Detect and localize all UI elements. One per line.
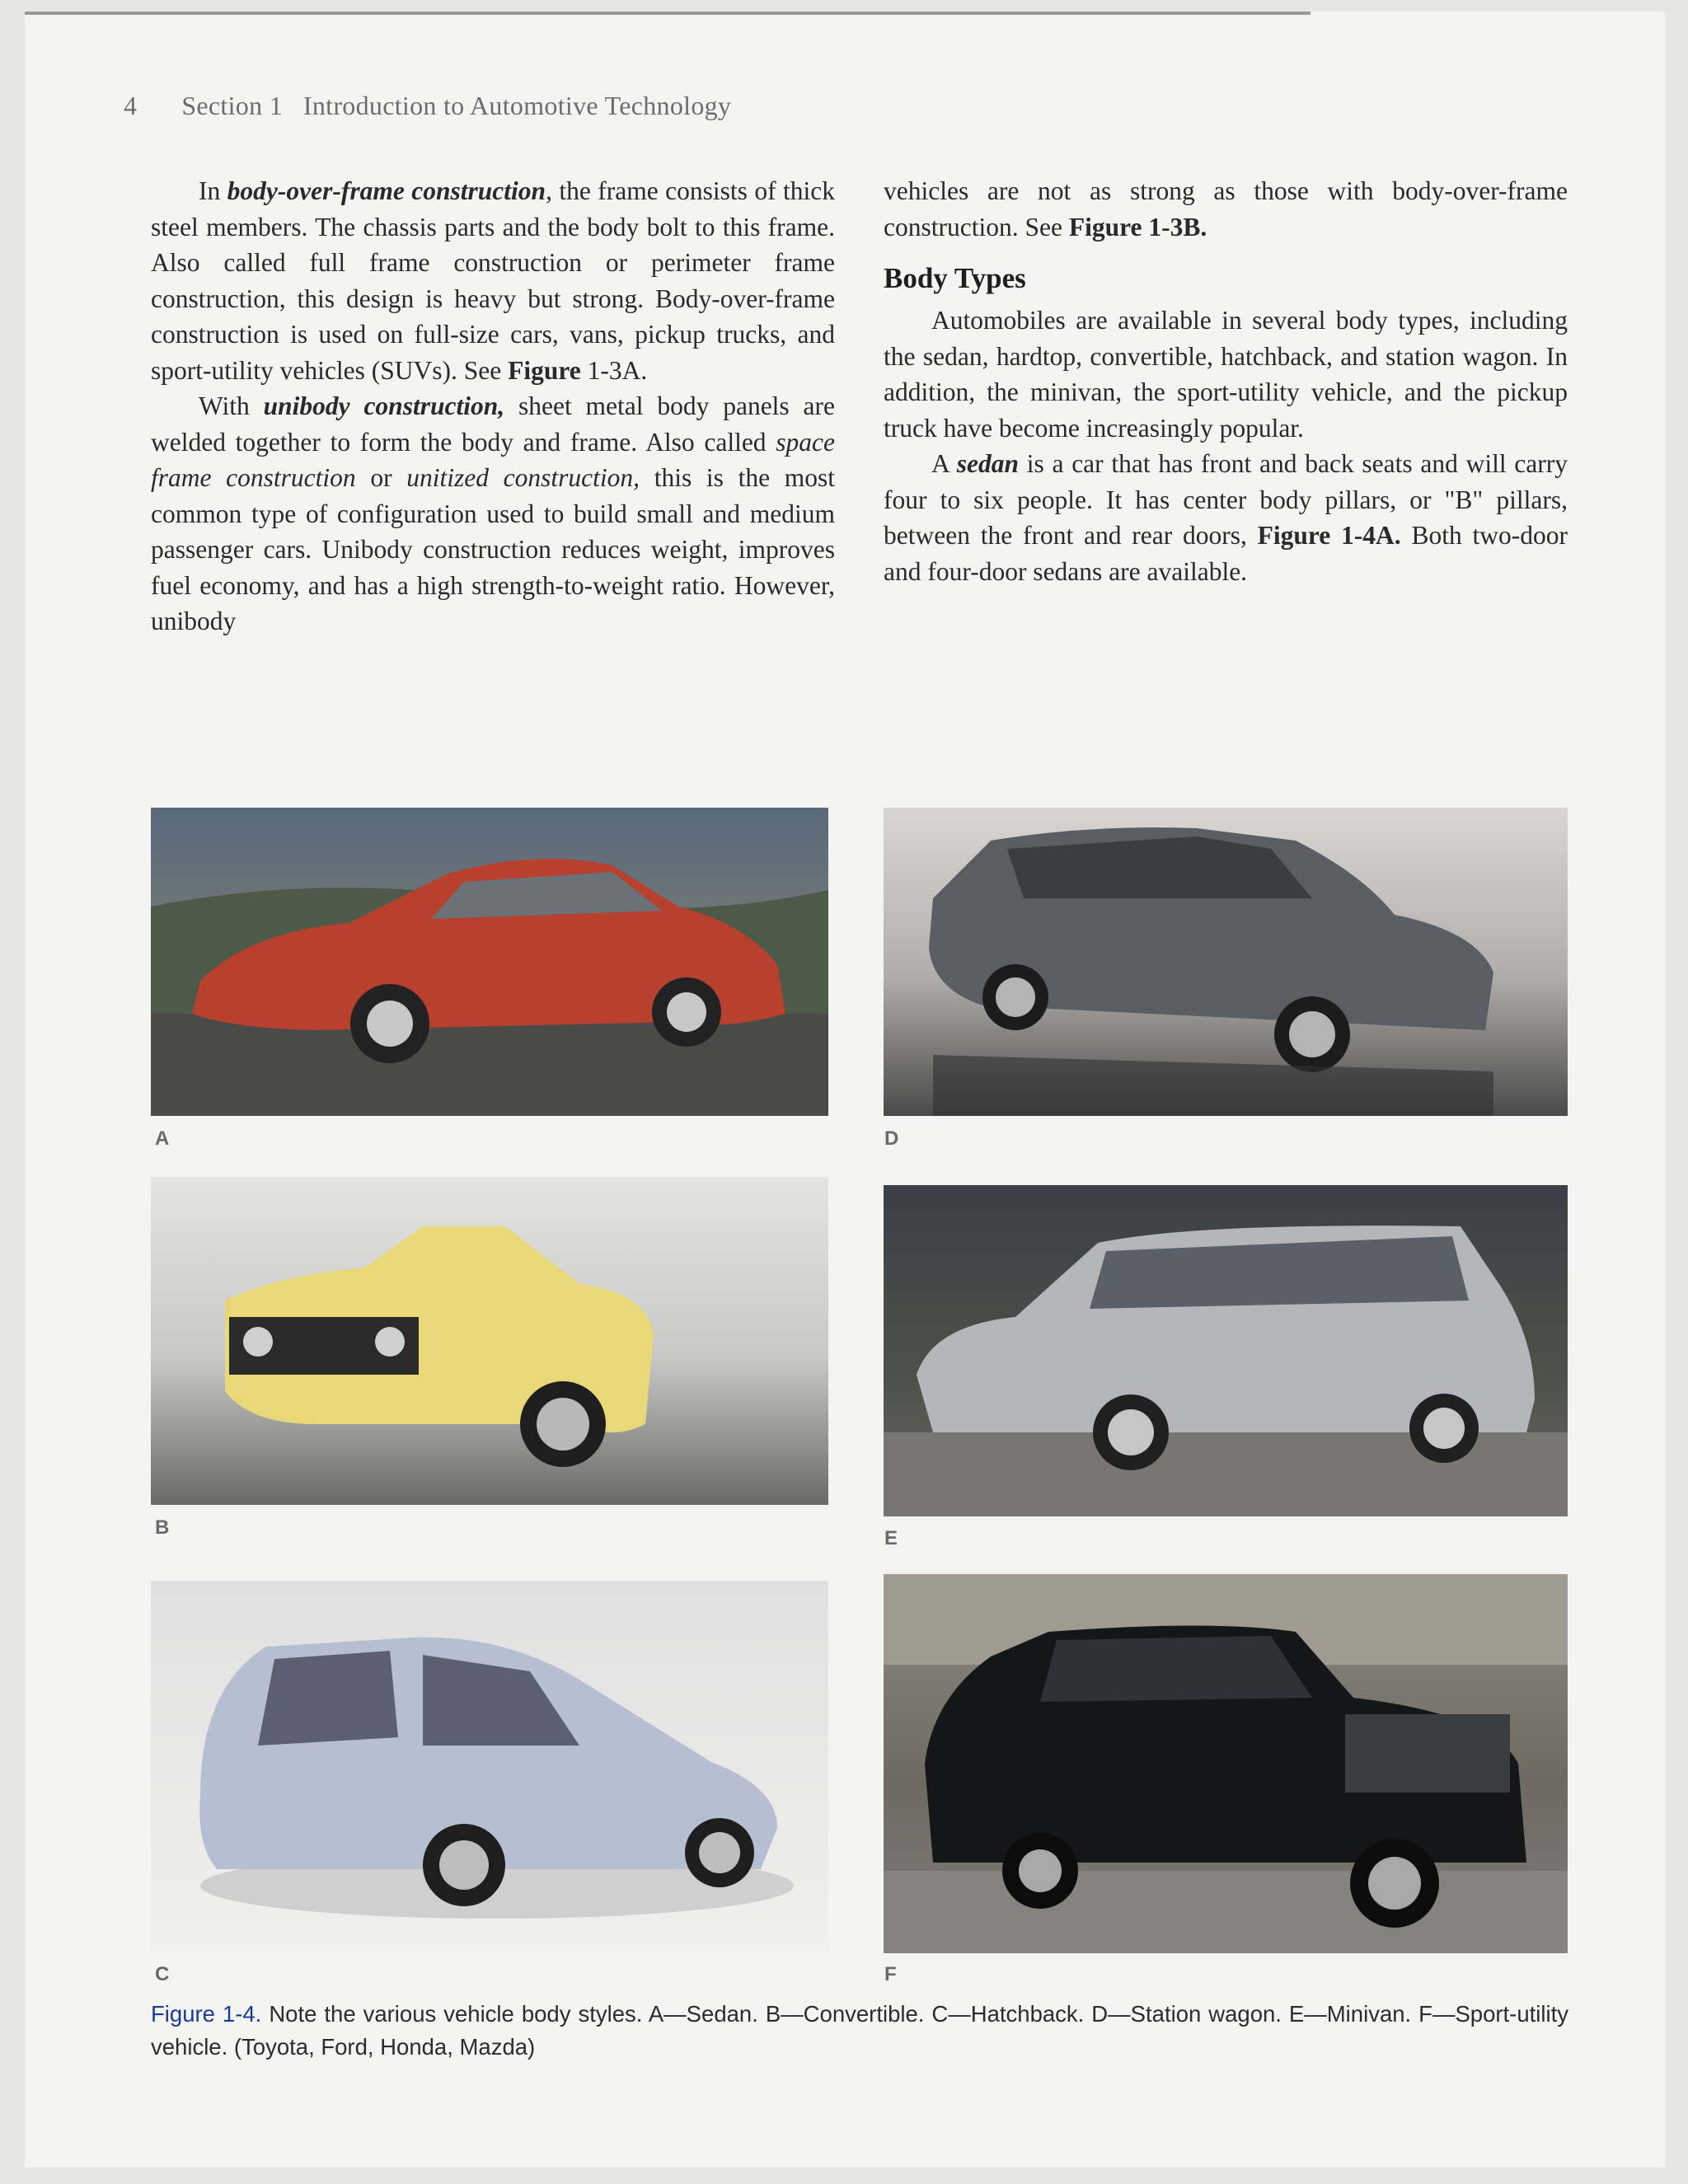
photo-sedan bbox=[151, 808, 828, 1116]
text-run: this is the most common type of configuration used to build small and medium passenger cars. Unibody construction reduces weight, improves fuel economy, and has a high strength-to-weight ratio. However, unibody bbox=[151, 463, 835, 635]
figure-reference: Figure 1-4A. bbox=[1257, 521, 1401, 550]
left-column bbox=[151, 173, 835, 640]
text-run: In bbox=[199, 176, 227, 205]
figure-caption bbox=[151, 1998, 1568, 2064]
term-body-over-frame: body-over-frame construction bbox=[227, 176, 546, 205]
heading-body-types: Body Types bbox=[884, 262, 1026, 294]
caption-text: Note the various vehicle body styles. A—Sedan. B—Convertible. C—Hatchback. D—Station wagon. E—Minivan. F—Sport-utility vehicle. (Toyota, Ford, Honda, Mazda) bbox=[151, 2001, 1568, 2060]
text-run: is a car that has front and back seats and will carry four to six people. It has center body pillars, or "B" pillars, between the front and rear doors, bbox=[884, 449, 1568, 550]
text-run: or bbox=[355, 463, 407, 492]
figure-reference: Figure bbox=[508, 355, 581, 385]
photo-hatchback bbox=[151, 1581, 828, 1953]
photo-convertible bbox=[151, 1177, 828, 1505]
figure-label-b: B bbox=[155, 1516, 170, 1539]
paragraph-body-types: Automobiles are available in several body types, including the sedan, hardtop, convertible, hatchback, and station wagon. In addition, the minivan, the sport-utility vehicle, and the pickup truck have become increasingly popular. bbox=[884, 306, 1568, 443]
text-run: With bbox=[199, 391, 264, 420]
figure-label-d: D bbox=[884, 1127, 899, 1150]
section-title: Section 1 Introduction to Automotive Technology bbox=[181, 91, 732, 120]
running-head bbox=[124, 91, 731, 132]
term-space-frame: space frame construction bbox=[151, 427, 835, 492]
paragraph-continued bbox=[884, 173, 1568, 245]
text-run: , the frame consists of thick steel members. The chassis parts and the body bolt to this frame. Also called full frame construction or perimeter frame construction, this design is heavy but strong. Body-over-frame construction is used on full-size cars, vans, pickup trucks, and sport-utility vehicles (SUVs). See bbox=[151, 176, 835, 385]
text-run: Both two-door and four-door sedans are available. bbox=[884, 521, 1568, 586]
term-unitized: unitized construction, bbox=[406, 463, 640, 492]
paragraph-unibody bbox=[151, 388, 835, 640]
text-run: 1-3A. bbox=[580, 355, 648, 385]
caption-label: Figure 1-4. bbox=[151, 2001, 262, 2027]
right-column bbox=[884, 173, 1568, 589]
figure-label-a: A bbox=[155, 1127, 170, 1150]
photo-station-wagon bbox=[884, 808, 1568, 1116]
photo-suv bbox=[884, 1574, 1568, 1953]
figure-reference: Figure 1-3B. bbox=[1068, 212, 1207, 241]
term-unibody: unibody construction, bbox=[263, 391, 505, 420]
paragraph-sedan bbox=[884, 446, 1568, 589]
text-run: A bbox=[931, 449, 957, 478]
figure-label-e: E bbox=[884, 1527, 898, 1549]
figure-label-c: C bbox=[155, 1963, 170, 1985]
top-rule bbox=[25, 12, 1311, 15]
text-run: vehicles are not as strong as those with body-over-frame construction. See bbox=[884, 176, 1568, 241]
page-number: 4 bbox=[124, 91, 138, 120]
figure-label-f: F bbox=[884, 1963, 897, 1985]
photo-minivan bbox=[884, 1185, 1568, 1516]
term-sedan: sedan bbox=[956, 449, 1020, 478]
text-run: sheet metal body panels are welded together to form the body and frame. Also called bbox=[151, 391, 835, 457]
paragraph-body-over-frame bbox=[151, 173, 835, 388]
